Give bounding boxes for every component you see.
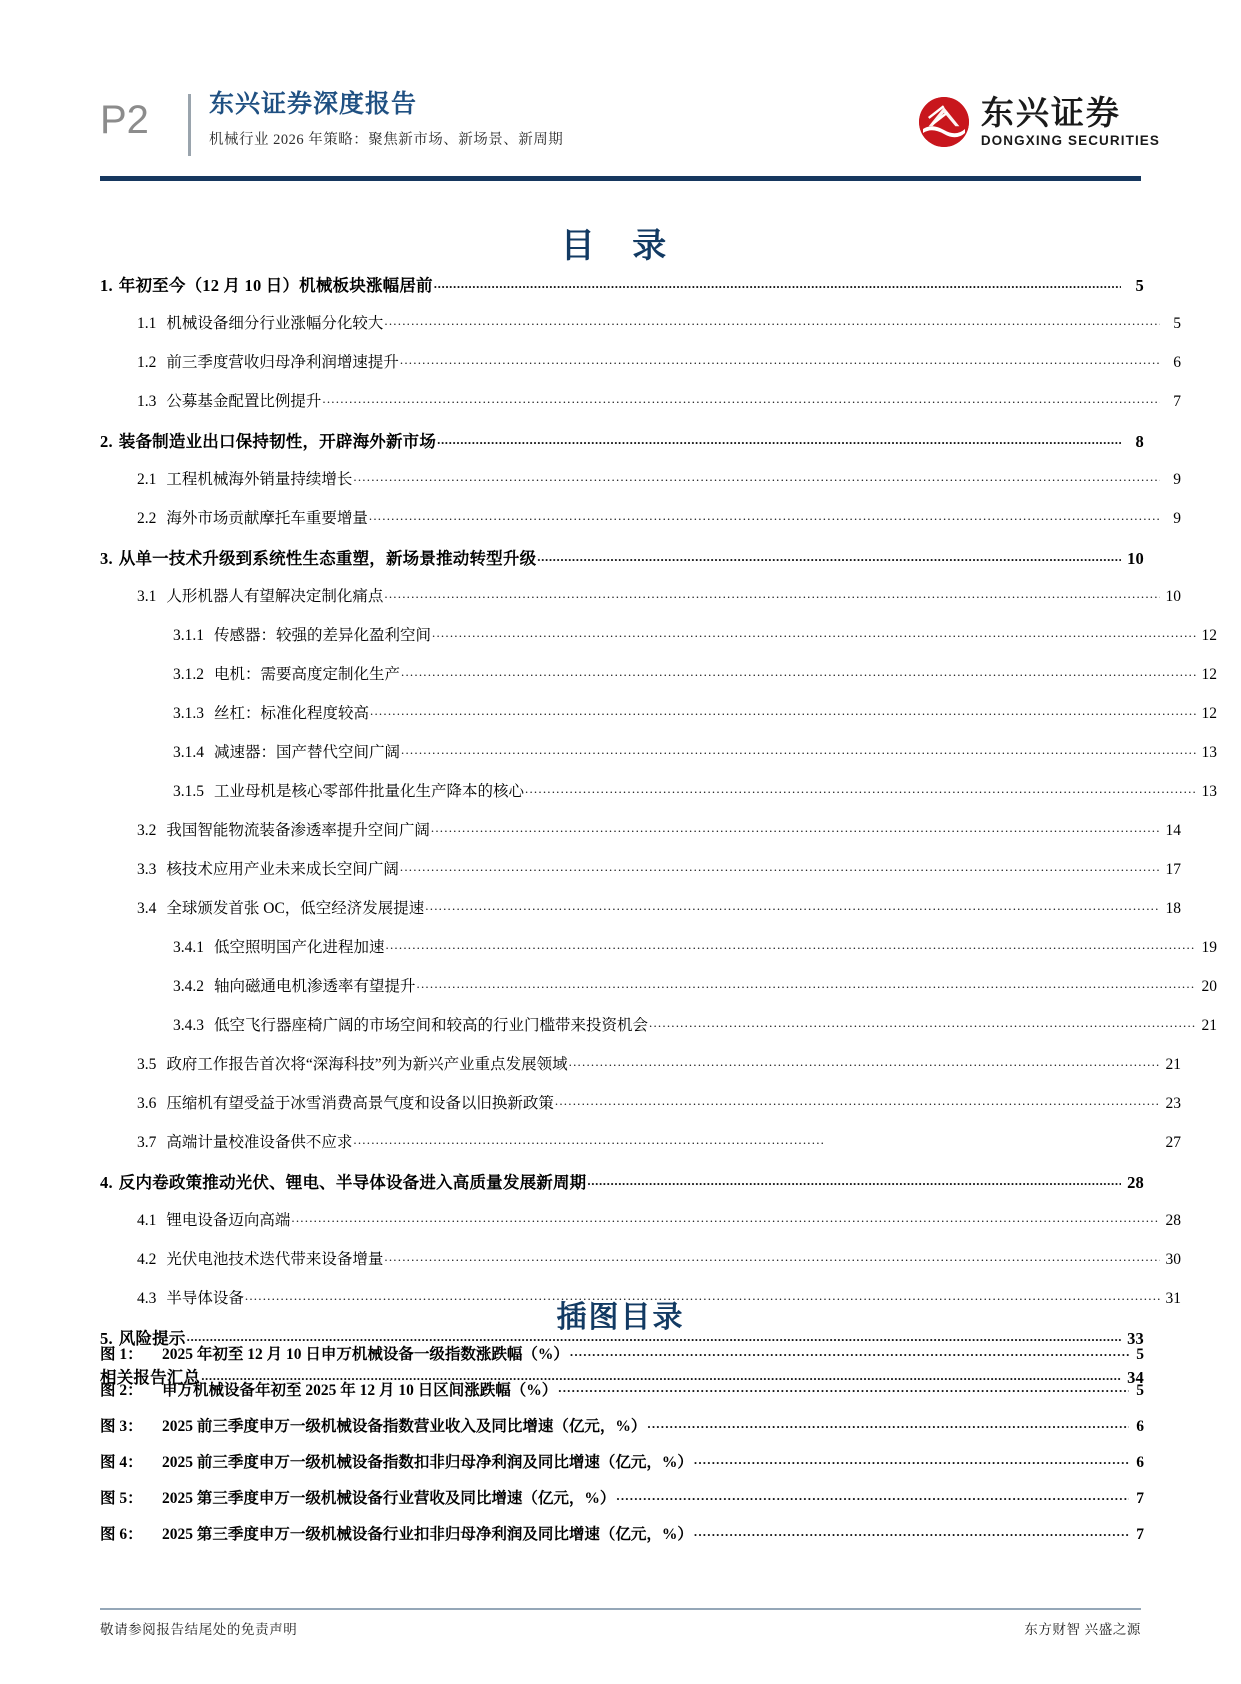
toc-entry-page: 21 (1201, 1017, 1217, 1034)
toc-entry-number: 3.7 (137, 1134, 157, 1151)
toc-dot-leader (384, 586, 1160, 602)
toc-entry-page: 18 (1165, 900, 1181, 917)
toc-entry-page: 12 (1201, 627, 1217, 644)
toc-entry-label: 人形机器人有望解决定制化痛点 (166, 588, 384, 605)
toc-entry-page: 12 (1201, 666, 1217, 683)
toc-entry-page: 31 (1165, 1290, 1181, 1307)
toc-entry-number: 1.1 (137, 315, 157, 332)
figure-entry-label: 2025 年初至 12 月 10 日申万机械设备一级指数涨跌幅（%） (162, 1346, 569, 1363)
toc-dot-leader (437, 432, 1121, 448)
toc-entry-label: 从单一技术升级到系统性生态重塑，新场景推动转型升级 (118, 549, 537, 568)
toc-dot-leader (291, 1210, 1160, 1226)
toc-entry-number: 3.1.4 (173, 744, 204, 761)
toc-entry[interactable] (100, 623, 1217, 662)
toc-entry[interactable] (100, 662, 1217, 701)
toc-entry-label: 压缩机有望受益于冰雪消费高景气度和设备以旧换新政策 (166, 1095, 554, 1112)
toc-entry-number: 4.3 (137, 1290, 157, 1307)
page-header (100, 88, 1160, 168)
figure-entry[interactable] (100, 1450, 1144, 1486)
toc-entry[interactable] (100, 1169, 1144, 1208)
toc-entry-label: 海外市场贡献摩托车重要增量 (166, 510, 368, 527)
toc-entry-number: 5. (100, 1329, 113, 1348)
toc-entry-number: 2.2 (137, 510, 157, 527)
toc-entry-page: 7 (1173, 393, 1181, 410)
toc-entry[interactable] (100, 389, 1181, 428)
figure-entry-label: 2025 第三季度申万一级机械设备行业营收及同比增速（亿元，%） (162, 1490, 616, 1507)
toc-entry-number: 2. (100, 432, 113, 451)
toc-entry-number: 3.1.5 (173, 783, 204, 800)
report-title: 东兴证券深度报告 (209, 90, 418, 118)
toc-dot-leader (386, 937, 1196, 953)
toc-entry-page: 17 (1165, 861, 1181, 878)
dongxing-logo (919, 96, 1160, 148)
toc-dot-leader (384, 1249, 1160, 1265)
toc-entry[interactable] (100, 467, 1181, 506)
toc-entry-label: 反内卷政策推动光伏、锂电、半导体设备进入高质量发展新周期 (118, 1173, 587, 1192)
figure-entry-page: 6 (1136, 1454, 1144, 1471)
toc-dot-leader (555, 1093, 1160, 1109)
toc-dot-leader (587, 1173, 1121, 1189)
toc-entry-label: 公募基金配置比例提升 (166, 393, 322, 410)
figure-entry-page: 7 (1136, 1490, 1144, 1507)
figure-dot-leader (694, 1452, 1129, 1468)
toc-entry-label: 半导体设备 (166, 1290, 244, 1307)
toc-dot-leader (434, 276, 1121, 292)
figure-entry-id: 图 1： (100, 1346, 143, 1363)
page-footer (100, 1618, 1141, 1638)
toc-dot-leader (401, 664, 1196, 680)
toc-entry-page: 27 (1165, 1134, 1181, 1151)
toc-entry-page: 5 (1135, 276, 1144, 295)
toc-entry-number: 3.4 (137, 900, 157, 917)
toc-dot-leader (649, 1015, 1196, 1031)
toc-entry-label: 装备制造业出口保持韧性，开辟海外新市场 (118, 432, 437, 451)
toc-entry-page: 6 (1173, 354, 1181, 371)
toc-entry-number: 4. (100, 1173, 113, 1192)
toc-dot-leader (369, 508, 1160, 524)
toc-entry[interactable] (100, 701, 1217, 740)
toc-entry-number: 3. (100, 549, 113, 568)
toc-entry-number: 4.2 (137, 1251, 157, 1268)
toc-entry-label: 工程机械海外销量持续增长 (166, 471, 353, 488)
toc-entry-number: 3.1.3 (173, 705, 204, 722)
toc-entry-number: 3.1.1 (173, 627, 204, 644)
toc-dot-leader (401, 742, 1196, 758)
toc-entry-label: 政府工作报告首次将“深海科技”列为新兴产业重点发展领域 (166, 1056, 568, 1073)
figure-entry-id: 图 6： (100, 1526, 143, 1543)
toc-entry-page: 30 (1165, 1251, 1181, 1268)
toc-dot-leader (425, 898, 1160, 914)
toc-entry-label: 年初至今（12 月 10 日）机械板块涨幅居前 (118, 276, 433, 295)
toc-dot-leader (417, 976, 1196, 992)
toc-entry[interactable] (100, 272, 1144, 311)
toc-entry[interactable] (100, 779, 1217, 818)
toc-entry[interactable] (100, 506, 1181, 545)
toc-dot-leader (353, 469, 1160, 485)
toc-entry-page: 9 (1173, 510, 1181, 527)
figure-entry[interactable] (100, 1342, 1144, 1378)
toc-entry-number: 3.4.3 (173, 1017, 204, 1034)
figure-list-heading: 插图目录 (556, 1301, 685, 1334)
toc-dot-leader (353, 1132, 823, 1148)
toc-entry[interactable] (100, 545, 1144, 584)
toc-entry-page: 19 (1201, 939, 1217, 956)
toc-entry-label: 电机：需要高度定制化生产 (214, 666, 401, 683)
figure-entry-label: 申万机械设备年初至 2025 年 12 月 10 日区间涨跌幅（%） (162, 1382, 558, 1399)
toc-entry-number: 3.5 (137, 1056, 157, 1073)
toc-entry-number: 1.3 (137, 393, 157, 410)
toc-entry[interactable] (100, 584, 1181, 623)
toc-entry-page: 21 (1165, 1056, 1181, 1073)
figure-dot-leader (570, 1344, 1129, 1360)
footer-disclaimer: 敬请参阅报告结尾处的免责声明 (100, 1622, 298, 1637)
toc-entry-page: 5 (1173, 315, 1181, 332)
figure-dot-leader (694, 1524, 1129, 1540)
toc-entry-page: 23 (1165, 1095, 1181, 1112)
toc-entry-number: 3.4.2 (173, 978, 204, 995)
figure-entry-page: 5 (1136, 1382, 1144, 1399)
figure-entry[interactable] (100, 1486, 1144, 1522)
toc-entry-page: 10 (1165, 588, 1181, 605)
logo-chinese-name: 东兴证券 (980, 94, 1121, 131)
toc-entry[interactable] (100, 1091, 1181, 1130)
toc-entry-number: 3.6 (137, 1095, 157, 1112)
figure-entry-page: 7 (1136, 1526, 1144, 1543)
header-divider-line (100, 176, 1141, 181)
toc-entry-page: 10 (1127, 549, 1144, 568)
toc-entry-label: 工业母机是核心零部件批量化生产降本的核心 (214, 783, 525, 800)
toc-entry-label: 前三季度营收归母净利润增速提升 (166, 354, 399, 371)
toc-entry-label: 丝杠：标准化程度较高 (214, 705, 370, 722)
toc-dot-leader (569, 1054, 1160, 1070)
toc-entry[interactable] (100, 896, 1181, 935)
toc-entry[interactable] (100, 1208, 1181, 1247)
toc-entry-label: 锂电设备迈向高端 (166, 1212, 291, 1229)
toc-entry-label: 低空飞行器座椅广阔的市场空间和较高的行业门槛带来投资机会 (214, 1017, 649, 1034)
figure-entry-id: 图 2： (100, 1382, 143, 1399)
toc-entry-page: 12 (1201, 705, 1217, 722)
toc-entry-label: 相关报告汇总 (100, 1368, 201, 1387)
figure-dot-leader (558, 1380, 1129, 1396)
page-number-label: P2 (100, 98, 149, 142)
toc-entry-number: 1. (100, 276, 113, 295)
toc-entry[interactable] (100, 1013, 1217, 1052)
toc-entry-number: 3.3 (137, 861, 157, 878)
figure-entry-id: 图 4： (100, 1454, 143, 1471)
figure-entry-id: 图 3： (100, 1418, 143, 1435)
header-vertical-divider (188, 94, 191, 156)
toc-entry[interactable] (100, 428, 1144, 467)
toc-entry-page: 34 (1127, 1368, 1144, 1387)
toc-entry-number: 3.2 (137, 822, 157, 839)
toc-entry-label: 核技术应用产业未来成长空间广阔 (166, 861, 399, 878)
toc-dot-leader (525, 781, 1196, 797)
figure-entry[interactable] (100, 1378, 1144, 1414)
toc-entry-page: 20 (1201, 978, 1217, 995)
toc-entry[interactable] (100, 311, 1181, 350)
footer-slogan: 东方财智 兴盛之源 (1024, 1622, 1141, 1637)
logo-wordmark (981, 96, 1160, 148)
figure-entry-label: 2025 前三季度申万一级机械设备指数扣非归母净利润及同比增速（亿元，%） (162, 1454, 693, 1471)
figure-dot-leader (616, 1488, 1129, 1504)
toc-entry-page: 14 (1165, 822, 1181, 839)
toc-entry-label: 我国智能物流装备渗透率提升空间广阔 (166, 822, 430, 839)
toc-dot-leader (431, 820, 1160, 836)
toc-dot-leader (537, 549, 1121, 565)
footer-divider-line (100, 1608, 1141, 1610)
toc-entry-page: 9 (1173, 471, 1181, 488)
toc-entry-number: 3.1 (137, 588, 157, 605)
toc-entry-label: 光伏电池技术迭代带来设备增量 (166, 1251, 384, 1268)
toc-entry-number: 1.2 (137, 354, 157, 371)
toc-entry-label: 高端计量校准设备供不应求 (166, 1134, 353, 1151)
toc-dot-leader (384, 313, 1160, 329)
figure-entry[interactable] (100, 1522, 1144, 1558)
toc-dot-leader (432, 625, 1196, 641)
toc-entry-label: 减速器：国产替代空间广阔 (214, 744, 401, 761)
toc-entry-number: 4.1 (137, 1212, 157, 1229)
toc-entry-label: 低空照明国产化进程加速 (214, 939, 385, 956)
toc-entry[interactable] (100, 857, 1181, 896)
toc-entry-page: 8 (1135, 432, 1144, 451)
toc-entry-page: 33 (1127, 1329, 1144, 1348)
toc-entry[interactable] (100, 1130, 1181, 1169)
toc-dot-leader (400, 859, 1160, 875)
toc-entry-label: 轴向磁通电机渗透率有望提升 (214, 978, 416, 995)
toc-entry-label: 风险提示 (118, 1329, 186, 1348)
dongxing-logo-icon (919, 97, 969, 147)
toc-entry-page: 28 (1127, 1173, 1144, 1192)
header-text-group (209, 88, 919, 149)
toc-entry-label: 全球颁发首张 OC，低空经济发展提速 (166, 900, 425, 917)
figure-entry[interactable] (100, 1414, 1144, 1450)
toc-entry[interactable] (100, 818, 1181, 857)
toc-entry[interactable] (100, 935, 1217, 974)
figure-entry-page: 6 (1136, 1418, 1144, 1435)
figure-entry-page: 5 (1136, 1346, 1144, 1363)
toc-entry[interactable] (100, 1247, 1181, 1286)
toc-entry-page: 13 (1201, 783, 1217, 800)
toc-entry-number: 2.1 (137, 471, 157, 488)
figure-list (100, 1342, 1144, 1558)
logo-english-name: DONGXING SECURITIES (980, 133, 1160, 148)
toc-dot-leader (322, 391, 1160, 407)
toc-entry-number: 3.1.2 (173, 666, 204, 683)
table-of-contents (100, 272, 1217, 1403)
figure-entry-label: 2025 前三季度申万一级机械设备指数营业收入及同比增速（亿元，%） (162, 1418, 647, 1435)
figure-entry-label: 2025 第三季度申万一级机械设备行业扣非归母净利润及同比增速（亿元，%） (162, 1526, 693, 1543)
toc-dot-leader (400, 352, 1160, 368)
toc-entry[interactable] (100, 740, 1217, 779)
toc-entry[interactable] (100, 974, 1217, 1013)
toc-entry-page: 13 (1201, 744, 1217, 761)
figure-dot-leader (647, 1416, 1129, 1432)
toc-entry[interactable] (100, 350, 1181, 389)
toc-entry-page: 28 (1165, 1212, 1181, 1229)
figure-entry-id: 图 5： (100, 1490, 143, 1507)
toc-entry-number: 3.4.1 (173, 939, 204, 956)
report-subtitle: 机械行业 2026 年策略：聚焦新市场、新场景、新周期 (209, 131, 564, 148)
toc-entry-label: 传感器：较强的差异化盈利空间 (214, 627, 432, 644)
toc-entry-label: 机械设备细分行业涨幅分化较大 (166, 315, 384, 332)
toc-heading: 目 录 (560, 227, 681, 265)
toc-entry[interactable] (100, 1052, 1181, 1091)
toc-dot-leader (370, 703, 1196, 719)
